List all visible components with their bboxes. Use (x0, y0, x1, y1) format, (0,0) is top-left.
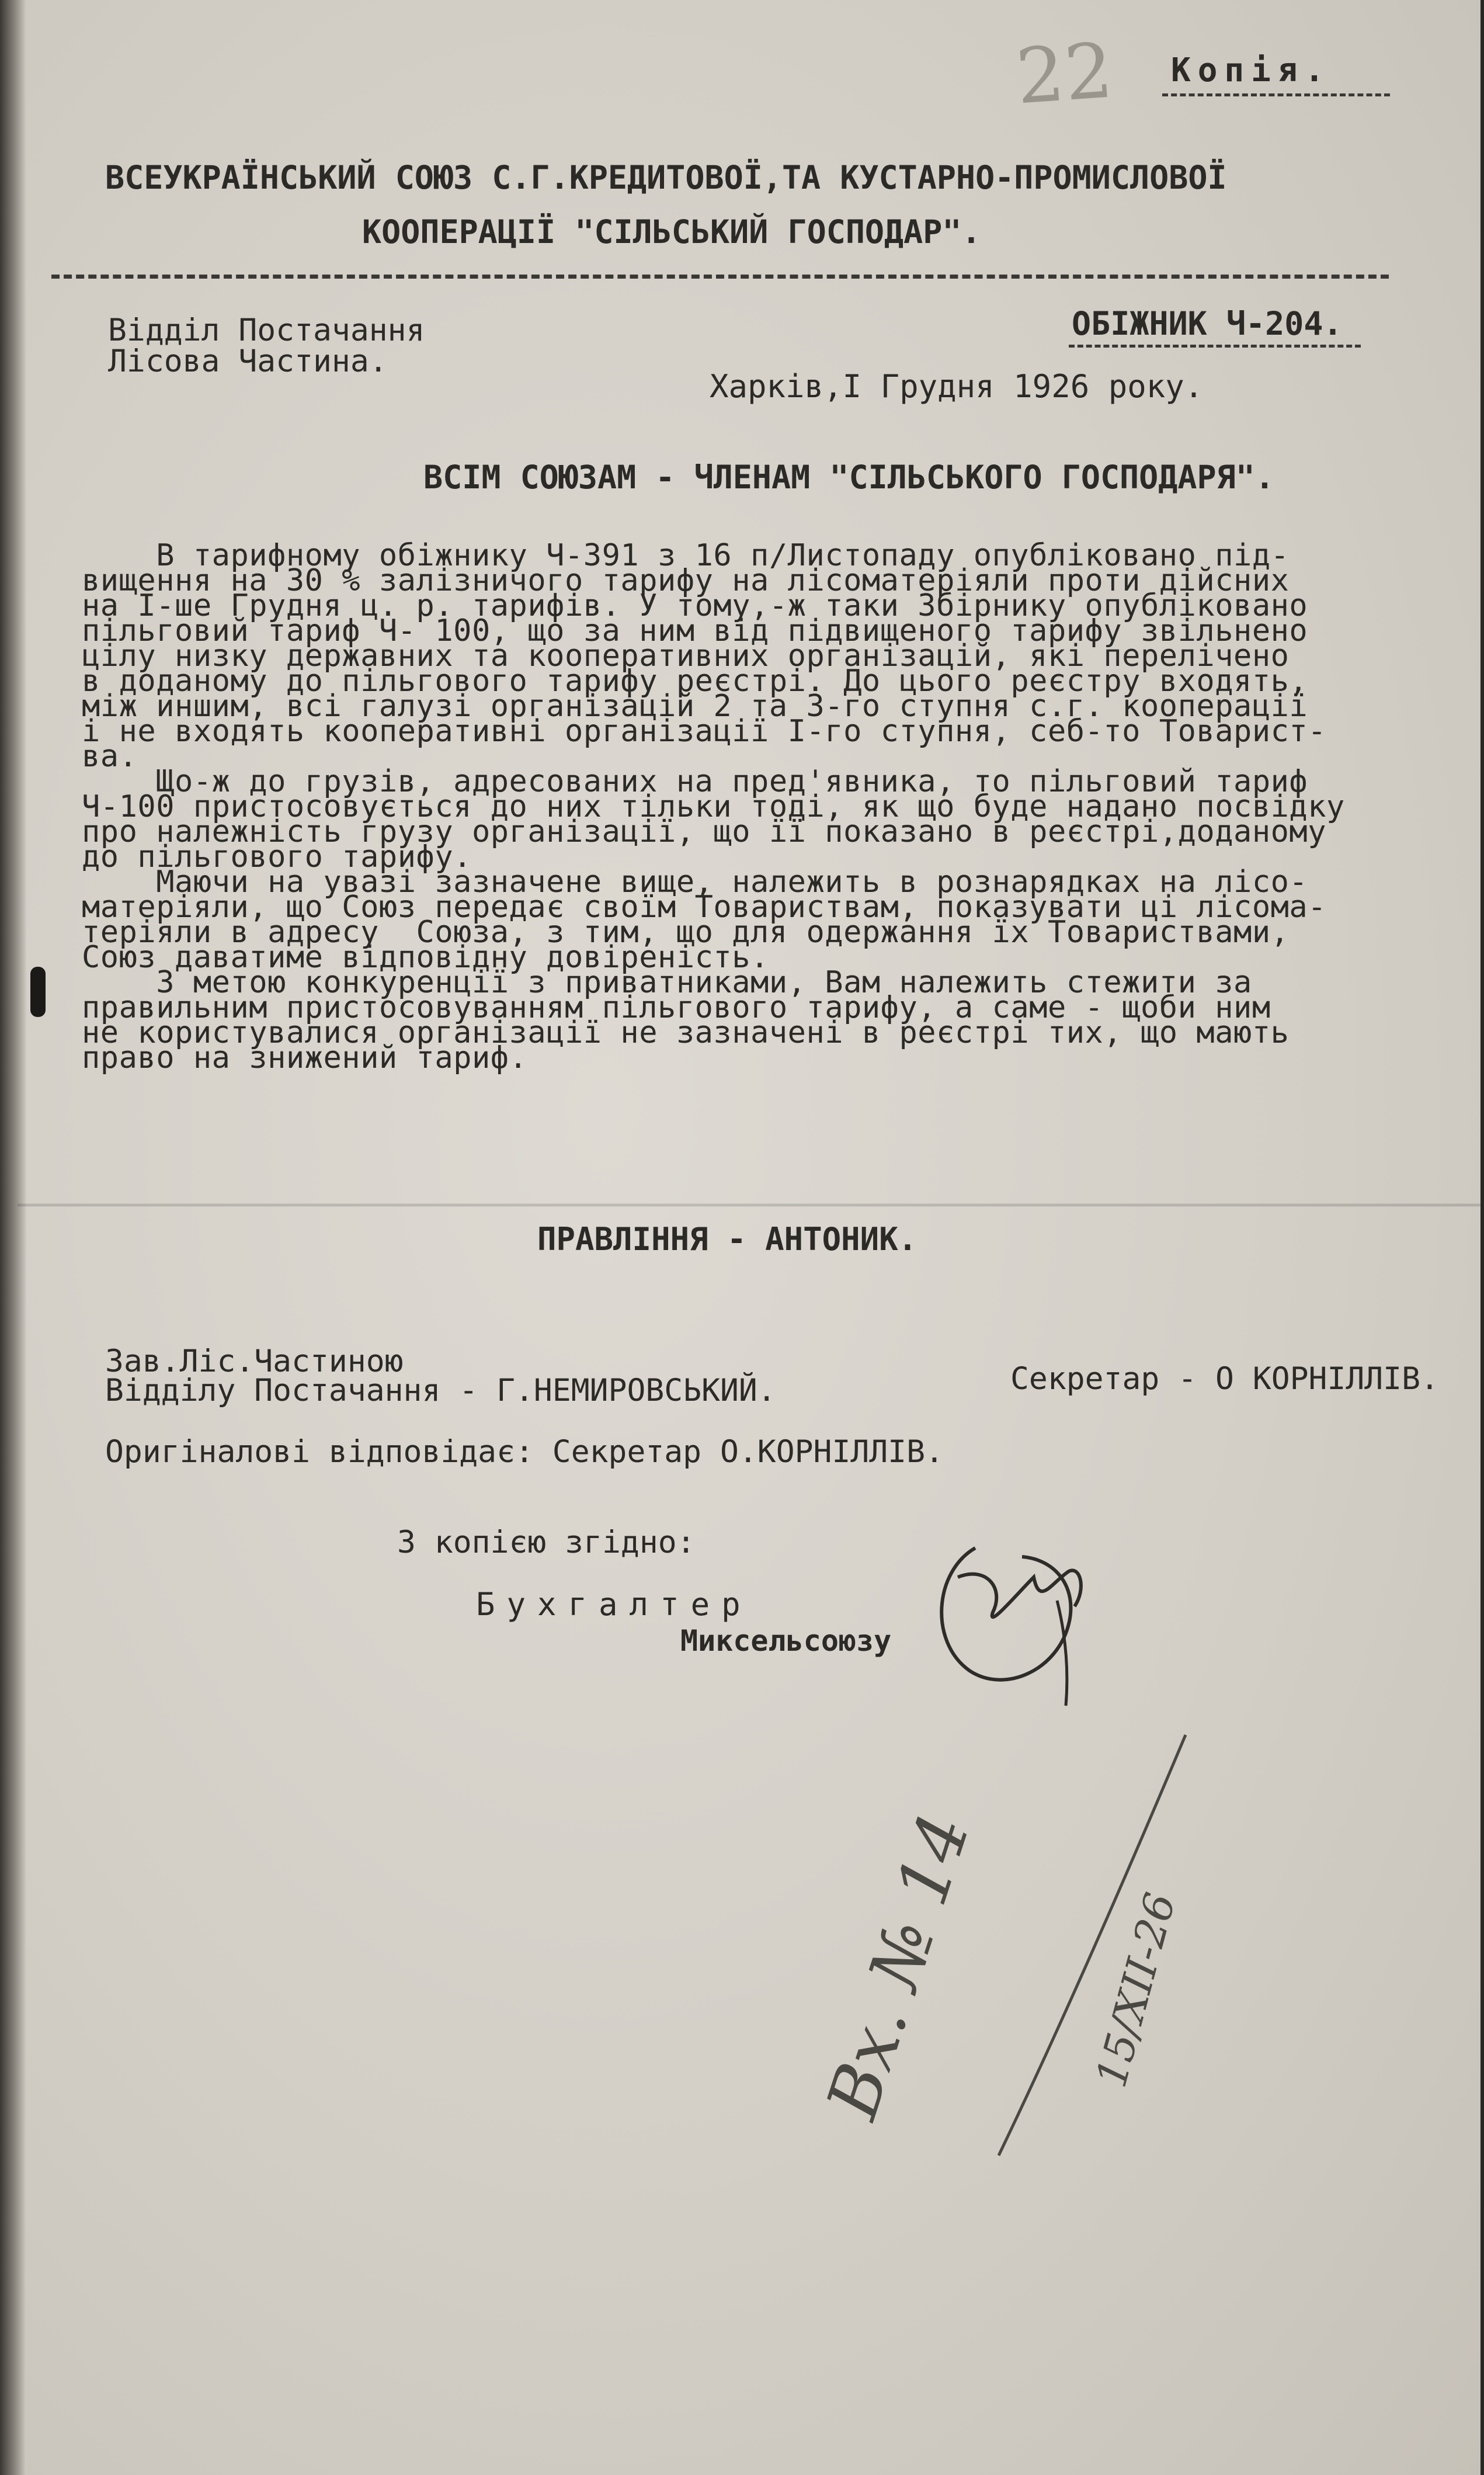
department-line-1: Відділ Постачання (108, 313, 425, 348)
organization-title-line-2: КООПЕРАЦІЇ "СІЛЬСЬКИЙ ГОСПОДАР". (362, 213, 981, 251)
head-of-section-signature: Відділу Постачання - Г.НЕМИРОВСЬКИЙ. (105, 1373, 776, 1408)
body-line: В тарифному обіжнику Ч-391 з 16 п/Листопаду опубліковано під- (82, 538, 1290, 573)
certification-line: Оригіналові відповідає: Секретар О.КОРНІЛЛІВ. (105, 1434, 944, 1470)
body-line: до пільгового тарифу. (82, 839, 472, 874)
circular-body (82, 538, 1402, 1075)
board-signature: ПРАВЛІННЯ - АНТОНИК. (537, 1221, 917, 1258)
body-line: Що-ж до грузів, адресованих на пред'явника, то пільговий тариф (82, 764, 1308, 799)
body-line: і не входять кооперативні організації І-го ступня, себ-то Товарист- (82, 714, 1327, 749)
place-and-date: Харків,І Грудня 1926 року. (710, 368, 1204, 405)
circular-underline (1069, 345, 1361, 348)
paper-fold (18, 1203, 1480, 1207)
body-line: право на знижений тариф. (82, 1040, 528, 1075)
addressee: ВСІМ СОЮЗАМ - ЧЛЕНАМ "СІЛЬСЬКОГО ГОСПОДАРЯ". (423, 459, 1274, 496)
copy-underline (1162, 93, 1390, 96)
body-line: матеріяли, що Союз передає своїм Товариствам, показувати ці лісома- (82, 890, 1327, 925)
punch-hole (30, 967, 46, 1017)
organization-title-line-1: ВСЕУКРАЇНСЬКИЙ СОЮЗ С.Г.КРЕДИТОВОЇ,ТА КУСТАРНО-ПРОМИСЛОВОЇ (105, 159, 1227, 196)
body-line: Ч-100 пристосовується до них тільки тоді, як що буде надано посвідку (82, 789, 1345, 824)
copy-mark: Копія. (1171, 51, 1332, 89)
body-line: вищення на 30 % залізничого тарифу на лісоматеріяли проти дійсних (82, 563, 1290, 598)
body-line: теріяли в адресу Союза, з тим, що для одержання їх Товариствами, (82, 915, 1290, 950)
body-line: про належність грузу організації, що її показано в реєстрі,доданому (82, 814, 1327, 849)
accountant-organization: Миксельсоюзу (680, 1624, 892, 1658)
accountant-title: Бухгалтер (476, 1586, 752, 1623)
circular-number: ОБІЖНИК Ч-204. (1072, 305, 1343, 342)
body-line: цілу низку державних та кооперативних організацій, які перелічено (82, 638, 1290, 674)
department-line-2: Лісова Частина. (108, 343, 388, 379)
head-of-section-title: Зав.Ліс.Частиною (105, 1344, 404, 1379)
copy-agreed-label: З копією згідно: (397, 1525, 696, 1560)
body-line: ва. (82, 739, 138, 774)
secretary-signature: Секретар - О КОРНІЛЛІВ. (1010, 1361, 1439, 1397)
body-line: між иншим, всі галузі організацій 2 та 3-го ступня с.г. кооперації (82, 689, 1308, 724)
header-divider (51, 275, 1389, 279)
body-line: правильним пристосовуванням пільгового тарифу, а саме - щоби ним (82, 990, 1271, 1025)
pencil-registration-mark: Вх. № 14 (812, 1804, 986, 2128)
body-line: пільговий тариф Ч- 100, що за ним від підвищеного тарифу звільнено (82, 613, 1308, 648)
body-line: Союз даватиме відповідну довіреність. (82, 940, 769, 975)
handwritten-page-number: 22 (1013, 26, 1116, 122)
pencil-date-mark: 15/XII-26 (1086, 1887, 1186, 2092)
accountant-handwritten-signature (923, 1525, 1115, 1712)
body-line: на І-ше Грудня ц. р. тарифів. У тому,-ж таки Збірнику опубліковано (82, 588, 1308, 623)
body-line: в доданому до пільгового тарифу реєстрі. До цього реєстру входять, (82, 664, 1308, 699)
binding-edge (0, 0, 26, 2475)
body-line: Маючи на увазі зазначене вище, належить в рознарядках на лісо- (82, 865, 1308, 900)
body-line: З метою конкуренції з приватниками, Вам належить стежити за (82, 965, 1252, 1000)
body-line: не користувалися організації не зазначені в реєстрі тих, що мають (82, 1015, 1290, 1050)
